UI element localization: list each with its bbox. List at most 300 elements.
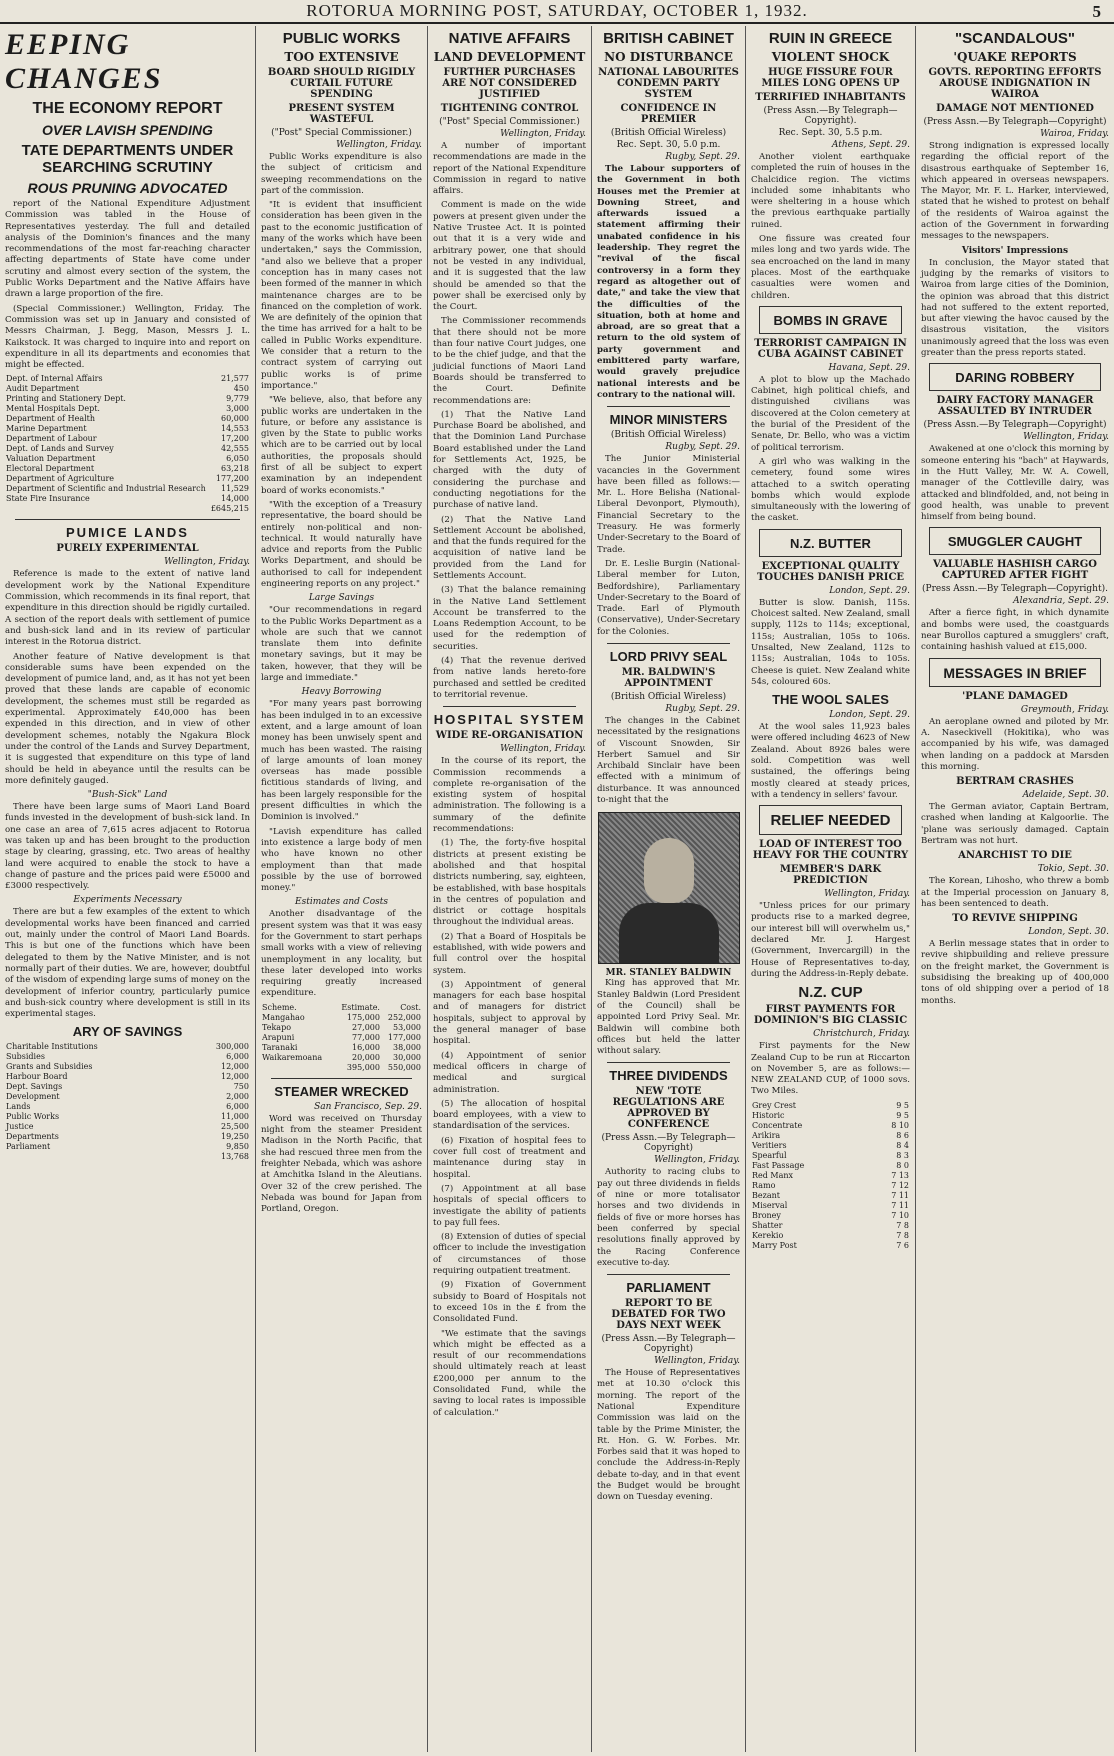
- paragraph: (4) Appointment of senior medical officers in charge of medical and surgical administration.: [433, 1050, 586, 1095]
- paragraph: (1) That the Native Land Purchase Board be abolished, and that the Dominion Land Purchase Board established under the Land for Settlements Act, 1925, be charged with the duty of considering the purchase and conducting negotiations for the purchase of native land.: [433, 409, 586, 511]
- dateline: Greymouth, Friday.: [1020, 704, 1109, 715]
- table-cell: 750: [233, 1082, 249, 1092]
- subheading: FIRST PAYMENTS FOR DOMINION'S BIG CLASSIC: [753, 1004, 908, 1027]
- table-row: [751, 1121, 910, 1131]
- subheading: TIGHTENING CONTROL: [440, 103, 579, 114]
- column-6: [916, 26, 1114, 1752]
- table-cell: Marry Post: [752, 1240, 797, 1250]
- table-cell: Dept. of Internal Affairs: [6, 374, 103, 384]
- table-row: [751, 1151, 910, 1161]
- table-row: [5, 1152, 250, 1162]
- dateline: Christchurch, Friday.: [813, 1029, 910, 1040]
- subheading: VIOLENT SHOCK: [771, 50, 890, 64]
- table-row: [261, 1003, 422, 1013]
- table-cell: 2,000: [226, 1092, 249, 1102]
- table-cell: 53,000: [393, 1022, 421, 1032]
- page-number: 5: [1092, 2, 1102, 21]
- paragraph: Public Works expenditure is also the subject of criticism and sweeping recommendations on the part of the commission.: [261, 152, 422, 196]
- paragraph: A girl who was walking in the cemetery, found some wires attached to a switch operating bombs which would explode simultaneously with the lowering of the casket.: [751, 456, 910, 524]
- section-subheading: Heavy Borrowing: [301, 687, 382, 698]
- paragraph: Authority to racing clubs to pay out three dividends in fields of nine or more totalisator horses and two dividends in fields of five or more horses has been conferred by special resolutions finally approved by the Racing Conference executive to-day.: [597, 1167, 740, 1268]
- section-heading: HOSPITAL SYSTEM: [433, 712, 586, 728]
- table-row: [751, 1171, 910, 1181]
- divider: [607, 643, 730, 644]
- table-row: [5, 474, 250, 484]
- table-row: [5, 444, 250, 454]
- paragraph: The Junior Ministerial vacancies in the Government have been filled as follows:— Mr. L. Hore Belisha (National-Liberal Devonport, Plymouth), Financial Secretary to the Treasury. He was formerly Under-Secretary to the Board of Trade.: [597, 454, 740, 555]
- paragraph: Butter is slow. Danish, 115s. Choicest salted. New Zealand, small supply, 112s to 114s; exceptional, 115s; Australian, 105s to 106s. Unsalted, New Zealand, 112s to 115s; Australian, 104s to 105s. Cheese is quiet. New Zealand white 54s, coloured 60s.: [751, 597, 910, 687]
- headline: BRITISH CABINET: [603, 30, 734, 47]
- table-row: [5, 494, 250, 504]
- dateline: Tokio, Sept. 30.: [1037, 864, 1109, 875]
- section-heading: BOMBS IN GRAVE: [773, 312, 888, 328]
- paragraph: A number of important recommendations are made in the report of the National Expenditure Commission in regard to native affairs.: [433, 141, 586, 197]
- dateline: Wellington, Friday.: [500, 744, 586, 755]
- table-cell: 450: [233, 384, 249, 394]
- table-cell: Subsidies: [6, 1052, 45, 1062]
- section-subheading: Experiments Necessary: [73, 895, 182, 906]
- table-row: [751, 1181, 910, 1191]
- table-cell: Scheme.: [262, 1002, 297, 1012]
- table-row: [751, 1101, 910, 1111]
- subheading: LAND DEVELOPMENT: [433, 50, 586, 64]
- dateline: San Francisco, Sep. 29.: [314, 1101, 422, 1112]
- dateline: Alexandria, Sept. 29.: [1013, 596, 1109, 607]
- cup-entries-table: [751, 1101, 910, 1251]
- received-line: Rec. Sept. 30, 5.0 p.m.: [616, 140, 721, 150]
- table-row: [261, 1023, 422, 1033]
- dateline: Wellington, Friday.: [654, 1155, 740, 1166]
- summary-savings-table: [5, 1042, 250, 1162]
- section-heading: SMUGGLER CAUGHT: [947, 534, 1083, 550]
- paragraph: (Special Commissioner.) Wellington, Friday. The Commission was set up in January and consisted of Messrs Chairman, J. Begg, Mason, Messrs J. L. Kaikstock. It was charged to inquire into and report on expenditure in all its departments and economies that might be effected.: [5, 303, 250, 371]
- table-cell: Veritiers: [752, 1140, 787, 1150]
- table-cell: 11,529: [221, 484, 249, 494]
- dateline: Adelaide, Sept. 30.: [1022, 790, 1109, 801]
- dateline: Athens, Sept. 29.: [831, 140, 910, 150]
- table-cell: 8 3: [896, 1150, 909, 1160]
- subheading: VALUABLE HASHISH CARGO CAPTURED AFTER FIGHT: [933, 559, 1097, 582]
- table-cell: 395,000: [346, 1062, 380, 1072]
- table-cell: 77,000: [351, 1032, 380, 1042]
- byline: (British Official Wireless): [610, 128, 727, 138]
- paragraph: First payments for the New Zealand Cup to be run at Riccarton on November 5, are as follows:— NEW ZEALAND CUP, of 1000 sovs. Two Miles.: [751, 1041, 910, 1097]
- column-4: [592, 26, 746, 1752]
- paragraph: One fissure was created four miles long and two yards wide. The sea encroached on the land in many places. Most of the earthquake casualties were women and children.: [751, 234, 910, 301]
- paragraph: In conclusion, the Mayor stated that judging by the remarks of visitors to Wairoa from large cities of the Dominion, the opinion was abroad that this district had not suffered to the extent reported, but after viewing the havoc caused by the disastrous visitation, the visitors unanimously agreed that the loss was even greater than the press reports stated.: [921, 257, 1109, 359]
- table-cell: 7 11: [891, 1200, 909, 1210]
- column-5: [746, 26, 916, 1752]
- paragraph: The Commissioner recommends that there should not be more than four native Court judges, one to be the chief judge, and that the judicial functions of Maori Land Boards should be transferred to the Court. Definite recommendations are:: [433, 316, 586, 406]
- table-cell: Cost.: [400, 1002, 421, 1012]
- table-cell: 9 5: [896, 1110, 909, 1120]
- paragraph: "We estimate that the savings which might be effected as a result of our recommendations should ultimately reach at least £200,000 per annum to the Consolidated Fund, while the saving to local rates is impossible of calculation.": [433, 1328, 586, 1418]
- section-heading: PUMICE LANDS: [66, 525, 189, 541]
- paragraph: King has approved that Mr. Stanley Baldwin (Lord President of the Council) shall be appointed Lord Privy Seal. Mr. Baldwin will combine both offices but held the latter without salary.: [597, 978, 740, 1057]
- paragraph: Another violent earthquake completed the ruin of houses in the Chalcidice region. The victims included some inhabitants who were sheltering in a house which the previous earthquake partially ruined.: [751, 152, 910, 230]
- table-cell: 6,000: [226, 1052, 249, 1062]
- paragraph: The House of Representatives met at 10.30 o'clock this morning. The report of the National Expenditure Commission was laid on the table by the Prime Minister, the Rt. Hon. G. W. Forbes. Mr. Forbes said that it was hoped to conclude the Address-in-Reply debate to-day, and in that event the Budget would be brought down on Tuesday evening.: [597, 1368, 740, 1503]
- section-heading: ARY OF SAVINGS: [72, 1024, 183, 1040]
- table-row: [5, 374, 250, 384]
- table-cell: 8 10: [891, 1120, 909, 1130]
- byline: (British Official Wireless): [610, 430, 727, 441]
- paragraph: The changes in the Cabinet necessitated by the resignations of Viscount Snowden, Sir Herbert Samuel and Sir Archibald Sinclair have been effected with a minimum of disturbance. It was announced to-night that the: [597, 715, 740, 806]
- paragraph: "It is evident that insufficient consideration has been given in the past to the economic justification of many of the works which have been undertaken," says the Commission, "and also we believe that a proper conception has in many cases not been formed of the manner in which maintenance charges are to be financed on the completion of work. We are definitely of the opinion that the time has arrived for a halt to be called in Public Works expenditure. We consider that a return to the contract system of carrying out public works is of prime importance.": [261, 200, 422, 391]
- news-box: [929, 527, 1101, 555]
- masthead-title: ROTORUA MORNING POST, SATURDAY, OCTOBER 1, 1932.: [306, 1, 808, 20]
- dateline: Wellington, Friday.: [654, 1356, 740, 1367]
- table-cell: Miserval: [752, 1200, 788, 1210]
- subheading: EXCEPTIONAL QUALITY TOUCHES DANISH PRICE: [756, 560, 905, 583]
- table-row: [751, 1161, 910, 1171]
- subheading: TERRIFIED INHABITANTS: [755, 92, 906, 103]
- headline: NATIVE AFFAIRS: [448, 30, 571, 47]
- table-row: [5, 384, 250, 394]
- divider: [607, 1274, 730, 1275]
- paragraph: There are but a few examples of the extent to which developmental works have been financed and carried out, mainly under the control of Maori Land Boards. This is but one of the functions which have been delegated to them by the Native Minister, and is not normally part of their duties. We are, however, doubtful of the wisdom of expending large sums of money on the development of inferior country, particularly pumice and bush-sick country where development is still in its experimental stages.: [5, 907, 250, 1020]
- table-cell: State Fire Insurance: [6, 494, 90, 504]
- table-cell: 13,768: [221, 1152, 249, 1162]
- section-subheading: Visitors' Impressions: [961, 245, 1069, 256]
- paragraph: "Lavish expenditure has called into existence a large body of men who have known no other employment than that made possible by the use of borrowed money.": [261, 826, 422, 894]
- table-row: [5, 1062, 250, 1072]
- paragraph: (8) Extension of duties of special officer to include the investigation of circumstances of those requiring outpatient treatment.: [433, 1232, 586, 1277]
- dateline: Rugby, Sept. 29.: [665, 442, 740, 453]
- headline: RUIN IN GREECE: [768, 30, 893, 47]
- table-cell: [261, 1063, 334, 1073]
- subheading: 'QUAKE REPORTS: [953, 50, 1077, 64]
- table-cell: Bezant: [752, 1190, 780, 1200]
- paragraph: "Our recommendations in regard to the Public Works Department as a whole are such that we cannot translate them into definite monetary savings, but it may be taken, however, that they will be large and immediate.": [261, 605, 422, 684]
- schemes-table: [261, 1003, 422, 1073]
- table-row: [5, 484, 250, 494]
- table-row: [751, 1241, 910, 1251]
- table-row: [261, 1053, 422, 1063]
- subheading: MR. BALDWIN'S APPOINTMENT: [621, 666, 716, 689]
- table-cell: Harbour Board: [6, 1072, 68, 1082]
- dateline: Wellington, Friday.: [824, 889, 910, 900]
- paragraph: Another disadvantage of the present system was that it was easy for the Government to start perhaps small works with a view of relieving unemployment in any locality, but these later developed into works requiring greatly increased expenditure.: [261, 909, 422, 999]
- byline: (Press Assn.—By Telegraph—Copyright): [601, 1133, 736, 1154]
- dateline: Wellington, Friday.: [500, 129, 586, 139]
- table-cell: 7 12: [891, 1180, 909, 1190]
- table-cell: 11,000: [221, 1112, 249, 1122]
- news-box: [929, 658, 1101, 687]
- byline: (Press Assn.—By Telegraph—Copyright): [923, 420, 1107, 431]
- subheading: NO DISTURBANCE: [604, 50, 733, 64]
- table-row: [751, 1201, 910, 1211]
- dateline: Rugby, Sept. 29.: [665, 152, 740, 162]
- dateline: London, Sept. 29.: [829, 710, 910, 721]
- table-cell: 17,200: [221, 434, 249, 444]
- table-cell: Taranaki: [262, 1042, 298, 1052]
- paragraph: Word was received on Thursday night from the steamer President Madison in the North Pacific, that she had rescued three men from the freighter Nebada, which was ashore at Amchitka Island in the Aleutians. Over 32 of the crew perished. The Nebada was bound for Japan from Portland, Oregon.: [261, 1113, 422, 1215]
- table-row: [751, 1231, 910, 1241]
- table-cell: 12,000: [221, 1072, 249, 1082]
- table-cell: 252,000: [387, 1012, 421, 1022]
- subheading: FURTHER PURCHASES ARE NOT CONSIDERED JUSTIFIED: [442, 67, 577, 100]
- table-cell: Historic: [752, 1110, 785, 1120]
- subheading: DAIRY FACTORY MANAGER ASSAULTED BY INTRUDER: [936, 395, 1094, 418]
- table-cell: 30,000: [393, 1052, 421, 1062]
- column-2: [256, 26, 428, 1752]
- byline: (British Official Wireless): [610, 691, 727, 702]
- table-cell: Charitable Institutions: [6, 1042, 98, 1052]
- paragraph: (2) That the Native Land Settlement Account be abolished, and that the funds required for the acquisition of native land be provided from the Land for Settlements Account.: [433, 514, 586, 581]
- subheading: LOAD OF INTEREST TOO HEAVY FOR THE COUNTRY: [752, 839, 909, 862]
- table-cell: 7 8: [896, 1220, 909, 1230]
- paragraph: "We believe, also, that before any public works are undertaken in the future, or before any assistance is given by the State to public works which are to be carried out by local authorities, the proposals should first of all be subject to expert examination by an independent board of works economists.": [261, 395, 422, 496]
- section-heading: MESSAGES IN BRIEF: [943, 664, 1087, 681]
- table-row: [261, 1033, 422, 1043]
- subheadline: ROUS PRUNING ADVOCATED: [27, 180, 228, 196]
- table-cell: 63,218: [221, 464, 249, 474]
- paragraph: The Labour supporters of the Government in both Houses met the Premier at Downing Street, and afterwards issued a statement affirming their unabated confidence in his leadership. They regret the "revival of the fiscal controversy in a form they regard as altogether out of date," and take the view that the difficulties of the situation, both at home and abroad, are so great that a return to the old system of party government and embittered party warfare, would gravely prejudice national interests and be contrary to the national will.: [597, 164, 740, 400]
- table-row: [5, 1042, 250, 1052]
- table-cell: 19,250: [221, 1132, 249, 1142]
- headline: EEPING CHANGES: [5, 28, 163, 95]
- table-cell: 9,850: [226, 1142, 249, 1152]
- subheading: CONFIDENCE IN PREMIER: [620, 103, 717, 125]
- paragraph: The German aviator, Captain Bertram, crashed when landing at Kalgoorlie. The 'plane was seriously damaged. Captain Bertram was not hurt.: [921, 802, 1109, 846]
- subheading: WIDE RE-ORGANISATION: [435, 730, 584, 742]
- subheading: DAMAGE NOT MENTIONED: [936, 103, 1094, 114]
- table-cell: Department of Scientific and Industrial Research: [6, 484, 206, 494]
- subheading: NEW 'TOTE REGULATIONS ARE APPROVED BY CONFERENCE: [612, 1086, 725, 1131]
- table-row: [751, 1141, 910, 1151]
- subheading: TOO EXTENSIVE: [284, 50, 399, 64]
- subheading: HUGE FISSURE FOUR MILES LONG OPENS UP: [761, 67, 900, 89]
- table-cell: 8 0: [896, 1160, 909, 1170]
- table-cell: Shatter: [752, 1220, 783, 1230]
- paragraph: There have been large sums of Maori Land Board funds invested in the development of bush-sick land. In one case an area of 7,615 acres adjacent to Rotorua was taken up and has been brought to the production stage by clearing, grassing, etc. Two areas of healthy land were acquired to enable the stock to have a change of pasture and the prices paid were £5000 and £3000 respectively.: [5, 802, 250, 892]
- baldwin-portrait-photo: [598, 812, 740, 964]
- paragraph: An aeroplane owned and piloted by Mr. A. Naseckivell (Hokitika), who was accompanied by his wife, was damaged when landing on a paddock at Marsden this morning.: [921, 716, 1109, 772]
- table-cell: Justice: [6, 1122, 34, 1132]
- dateline: London, Sept. 30.: [1028, 927, 1109, 938]
- table-row: [751, 1111, 910, 1121]
- table-cell: Dept. Savings: [6, 1082, 63, 1092]
- paragraph: (9) Fixation of Government subsidy to Board of Hospitals not to exceed 10s in the £ from the Consolidated Fund.: [433, 1280, 586, 1325]
- table-cell: Dept. of Lands and Survey: [6, 444, 114, 454]
- received-line: Rec. Sept. 30, 5.5 p.m.: [778, 128, 883, 138]
- paragraph: (1) The, the forty-five hospital districts at present existing be abolished and that hospital districts numbering, say, eighteen, be established, with base hospitals in the centres of population and district or cottage hospitals throughout the individual areas.: [433, 838, 586, 928]
- table-row: [5, 464, 250, 474]
- section-heading: THE WOOL SALES: [772, 692, 889, 708]
- table-cell: Red Manx: [752, 1170, 794, 1180]
- photo-caption: MR. STANLEY BALDWIN: [605, 968, 732, 979]
- subheading: TO REVIVE SHIPPING: [952, 913, 1078, 925]
- paragraph: (3) Appointment of general managers for each base hospital and of managers for district hospitals, subject to approval by the general manager of base hospital.: [433, 979, 586, 1047]
- table-cell: 25,500: [221, 1122, 249, 1132]
- paragraph: "With the exception of a Treasury representative, the board should be entirely non-political and non-technical. It would naturally have advice and reports from the Public Works Department, and should be authorised to call for independent engineering reports on any project.": [261, 499, 422, 589]
- table-cell: 9,779: [226, 394, 249, 404]
- subheading: NATIONAL LABOURITES CONDEMN PARTY SYSTEM: [598, 67, 739, 100]
- subheadline: TATE DEPARTMENTS UNDER SEARCHING SCRUTINY: [21, 142, 234, 176]
- column-1: [0, 26, 256, 1752]
- paragraph: Comment is made on the wide powers at present given under the Native Trustee Act. It is pointed out that it is a very wide and arbitrary power, one that should not be vested in any individual, and it is suggested that the law should be amended so that the power shall be exercised only by the Court.: [433, 200, 586, 313]
- dateline: Wairoa, Friday.: [1040, 129, 1109, 139]
- table-row: [5, 1072, 250, 1082]
- byline: ("Post" Special Commissioner.): [439, 117, 580, 127]
- table-row: [5, 394, 250, 404]
- newspaper-columns: [0, 26, 1114, 1752]
- table-row: [5, 1112, 250, 1122]
- masthead: [0, 0, 1114, 24]
- table-cell: 7 11: [891, 1190, 909, 1200]
- table-row: [751, 1131, 910, 1141]
- savings-table: [5, 374, 250, 514]
- table-cell: 300,000: [215, 1042, 249, 1052]
- paragraph: Reference is made to the extent of native land development work by the National Expenditure Commission, which recommends in its final report, that expenditure in this direction should be rigidly curtailed. A section of the report deals with settlement of pumice and bush-sick land and in its review of particular interest in the Rotorua district.: [5, 569, 250, 648]
- paragraph: After a fierce fight, in which dynamite and bombs were used, the coastguards near Burollos captured a smugglers' craft, containing hashish valued at £15,000.: [921, 608, 1109, 653]
- table-cell: 20,000: [351, 1052, 380, 1062]
- dateline: Wellington, Friday.: [1023, 432, 1109, 443]
- subheading: ANARCHIST TO DIE: [958, 850, 1072, 862]
- table-cell: 6,050: [226, 454, 249, 464]
- paragraph: "Unless prices for our primary products rise to a marked degree, our interest bill will overwhelm us," declared Mr. J. Hargest (Government, Invercargill) in the House of Representatives to-day, during the Address-in-Reply debate.: [751, 901, 910, 979]
- news-box: [929, 363, 1101, 391]
- table-cell: Electoral Department: [6, 464, 95, 474]
- paragraph: report of the National Expenditure Adjustment Commission was tabled in the House of Representatives yesterday. The full and detailed analysis of the Dominion's finances and the many recommendations of the most far-reaching character affecting departments of State have come under scrutiny and almost every section of the system, the Public Works Department and the Native Affairs have drawn a large proportion of the fire.: [5, 199, 250, 300]
- table-cell: 27,000: [351, 1022, 380, 1032]
- table-cell: [5, 1152, 183, 1162]
- table-row: [5, 414, 250, 424]
- table-row: [5, 1102, 250, 1112]
- table-cell: Kerekio: [752, 1230, 784, 1240]
- table-cell: 14,553: [221, 424, 249, 434]
- table-cell: Public Works: [6, 1112, 60, 1122]
- table-cell: £645,215: [210, 504, 249, 514]
- subheading: GOVTS. REPORTING EFFORTS AROUSE INDIGNATION IN WAIROA: [928, 67, 1102, 100]
- paragraph: (3) That the balance remaining in the Native Land Settlement Account be transferred to the Loans Redemption Account, to be used for the redemption of securities.: [433, 585, 586, 652]
- table-cell: Tekapo: [262, 1022, 292, 1032]
- table-cell: 8 4: [896, 1140, 909, 1150]
- section-heading: MINOR MINISTERS: [609, 412, 728, 428]
- subheading: PRESENT SYSTEM WASTEFUL: [288, 103, 395, 125]
- table-row: [261, 1063, 422, 1073]
- table-cell: 7 8: [896, 1230, 909, 1240]
- dateline: Wellington, Friday.: [336, 140, 422, 150]
- table-cell: Parliament: [6, 1142, 51, 1152]
- table-row: [5, 454, 250, 464]
- table-row: [5, 1132, 250, 1142]
- table-cell: 12,000: [221, 1062, 249, 1072]
- table-cell: 177,200: [215, 474, 249, 484]
- table-cell: Department of Agriculture: [6, 474, 115, 484]
- subheading: PURELY EXPERIMENTAL: [56, 543, 199, 555]
- dateline: Wellington, Friday.: [164, 557, 250, 568]
- subheading: REPORT TO BE DEBATED FOR TWO DAYS NEXT WEEK: [611, 1298, 726, 1332]
- table-cell: Lands: [6, 1102, 31, 1112]
- section-heading: RELIEF NEEDED: [770, 812, 891, 830]
- column-3: [428, 26, 592, 1752]
- table-row: [5, 424, 250, 434]
- news-box: [759, 529, 902, 557]
- table-cell: Ramo: [752, 1180, 776, 1190]
- table-row: [5, 404, 250, 414]
- section-subheading: Estimates and Costs: [295, 897, 388, 908]
- paragraph: (2) That a Board of Hospitals be established, with wide powers and full control over the hospital system.: [433, 931, 586, 976]
- paragraph: The Korean, Lihosho, who threw a bomb at the Imperial procession on January 8, has been sentenced to death.: [921, 876, 1109, 909]
- section-heading: PARLIAMENT: [626, 1280, 711, 1296]
- table-row: [5, 1122, 250, 1132]
- subheading: BOARD SHOULD RIGIDLY CURTAIL FUTURE SPENDING: [267, 67, 416, 100]
- subheading: BERTRAM CRASHES: [956, 776, 1074, 788]
- table-cell: 7 10: [891, 1210, 909, 1220]
- paragraph: Awakened at one o'clock this morning by someone entering his "bach" at Haywards, in the Hutt Valley, Mr. W. A. Cowell, manager of the Cottleville dairy, was attacked and blindfolded, and, not being in good health, was unable to prevent himself from being bound.: [921, 444, 1109, 523]
- subheading: MEMBER'S DARK PREDICTION: [779, 864, 882, 887]
- subheading: 'PLANE DAMAGED: [962, 690, 1068, 702]
- table-cell: Mangahao: [262, 1012, 305, 1022]
- section-heading: STEAMER WRECKED: [274, 1083, 409, 1099]
- table-cell: Departments: [6, 1132, 59, 1142]
- headline: PUBLIC WORKS: [282, 30, 401, 47]
- table-cell: 8 6: [896, 1130, 909, 1140]
- section-heading: N.Z. BUTTER: [790, 535, 871, 551]
- table-cell: Estimate.: [341, 1002, 380, 1012]
- table-row: [751, 1221, 910, 1231]
- byline: (Press Assn.—By Telegraph—Copyright): [923, 117, 1107, 127]
- table-cell: Valuation Department: [6, 454, 96, 464]
- table-cell: Marine Department: [6, 424, 87, 434]
- paragraph: Dr. E. Leslie Burgin (National-Liberal member for Luton, Bedfordshire), Parliamentary Under-Secretary to the Board of Trade. Earl of Plymouth (Conservative), Under-Secretary for the Colonies.: [597, 558, 740, 637]
- table-cell: 7 13: [891, 1170, 909, 1180]
- divider: [607, 406, 730, 407]
- table-cell: 16,000: [351, 1042, 380, 1052]
- table-cell: [5, 504, 209, 514]
- table-cell: 177,000: [387, 1032, 421, 1042]
- news-box: [759, 306, 902, 334]
- table-row: [261, 1043, 422, 1053]
- paragraph: A plot to blow up the Machado Cabinet, high political chiefs, and distinguished civilians was discovered at the Colon cemetery at the burial of the President of the Senate, Dr. Bello, who was a victim of political terrorism.: [751, 374, 910, 453]
- subheadline: THE ECONOMY REPORT: [32, 100, 223, 117]
- table-cell: Audit Department: [6, 384, 80, 394]
- subheadline: OVER LAVISH SPENDING: [42, 122, 213, 138]
- table-row: [5, 1082, 250, 1092]
- table-cell: Broney: [752, 1210, 781, 1220]
- headline: "SCANDALOUS": [954, 30, 1076, 47]
- dateline: Rugby, Sept. 29.: [665, 703, 740, 714]
- paragraph: Another feature of Native development is that considerable sums have been expended on the development of pumice land, and, as it has not yet been proved that these lands are capable of economic development, the schemes must still be regarded as experimental. Approximately £40,000 has been expended in this direction, and in view of other development schemes, notably the Ngakura Block under the control of the Lands and Survey Department, it is suggested that expenditure on this type of land should be held in abeyance until the results can be more definitely gauged.: [5, 651, 250, 786]
- table-cell: 550,000: [387, 1062, 421, 1072]
- table-cell: Grey Crest: [752, 1100, 797, 1110]
- table-cell: 6,000: [226, 1102, 249, 1112]
- table-cell: 38,000: [393, 1042, 421, 1052]
- table-cell: 9 5: [896, 1100, 909, 1110]
- table-cell: Department of Labour: [6, 434, 97, 444]
- table-cell: 14,000: [221, 494, 249, 504]
- table-cell: 21,577: [221, 374, 249, 384]
- paragraph: "For many years past borrowing has been indulged in to an excessive extent, and a large amount of loan money has been unwisely spent and much has been wasted. The raising of large amounts of loan money overseas has made possible fictitious standards of living, and has been largely responsible for the present difficulties in which the Dominion is involved.": [261, 699, 422, 823]
- section-heading: N.Z. CUP: [798, 984, 863, 1002]
- paragraph: (4) That the revenue derived from native lands hereto-fore purchased and settled be credited to territorial revenue.: [433, 656, 586, 700]
- table-cell: Waikaremoana: [262, 1052, 323, 1062]
- table-row: [5, 434, 250, 444]
- byline: (Press Assn.—By Telegraph—Copyright).: [922, 584, 1108, 595]
- paragraph: At the wool sales 11,923 bales were offered including 4623 of New Zealand. About 8926 bales were sold. Competition was well sustained, the offerings being mostly cleared at steady prices, with a tendency in sellers' favour.: [751, 722, 910, 800]
- table-row: [5, 1052, 250, 1062]
- table-cell: Grants and Subsidies: [6, 1062, 93, 1072]
- dateline: London, Sept. 29.: [829, 585, 910, 596]
- section-heading: LORD PRIVY SEAL: [609, 648, 728, 664]
- table-cell: 60,000: [221, 414, 249, 424]
- table-row: [5, 1092, 250, 1102]
- section-heading: DARING ROBBERY: [955, 370, 1075, 386]
- paragraph: A Berlin message states that in order to revive shipbuilding and relieve pressure on the freight market, the Government is subsidising the breaking up of 400,000 tons of old shipping over a period of 18 months.: [921, 939, 1109, 1006]
- table-cell: Development: [6, 1092, 60, 1102]
